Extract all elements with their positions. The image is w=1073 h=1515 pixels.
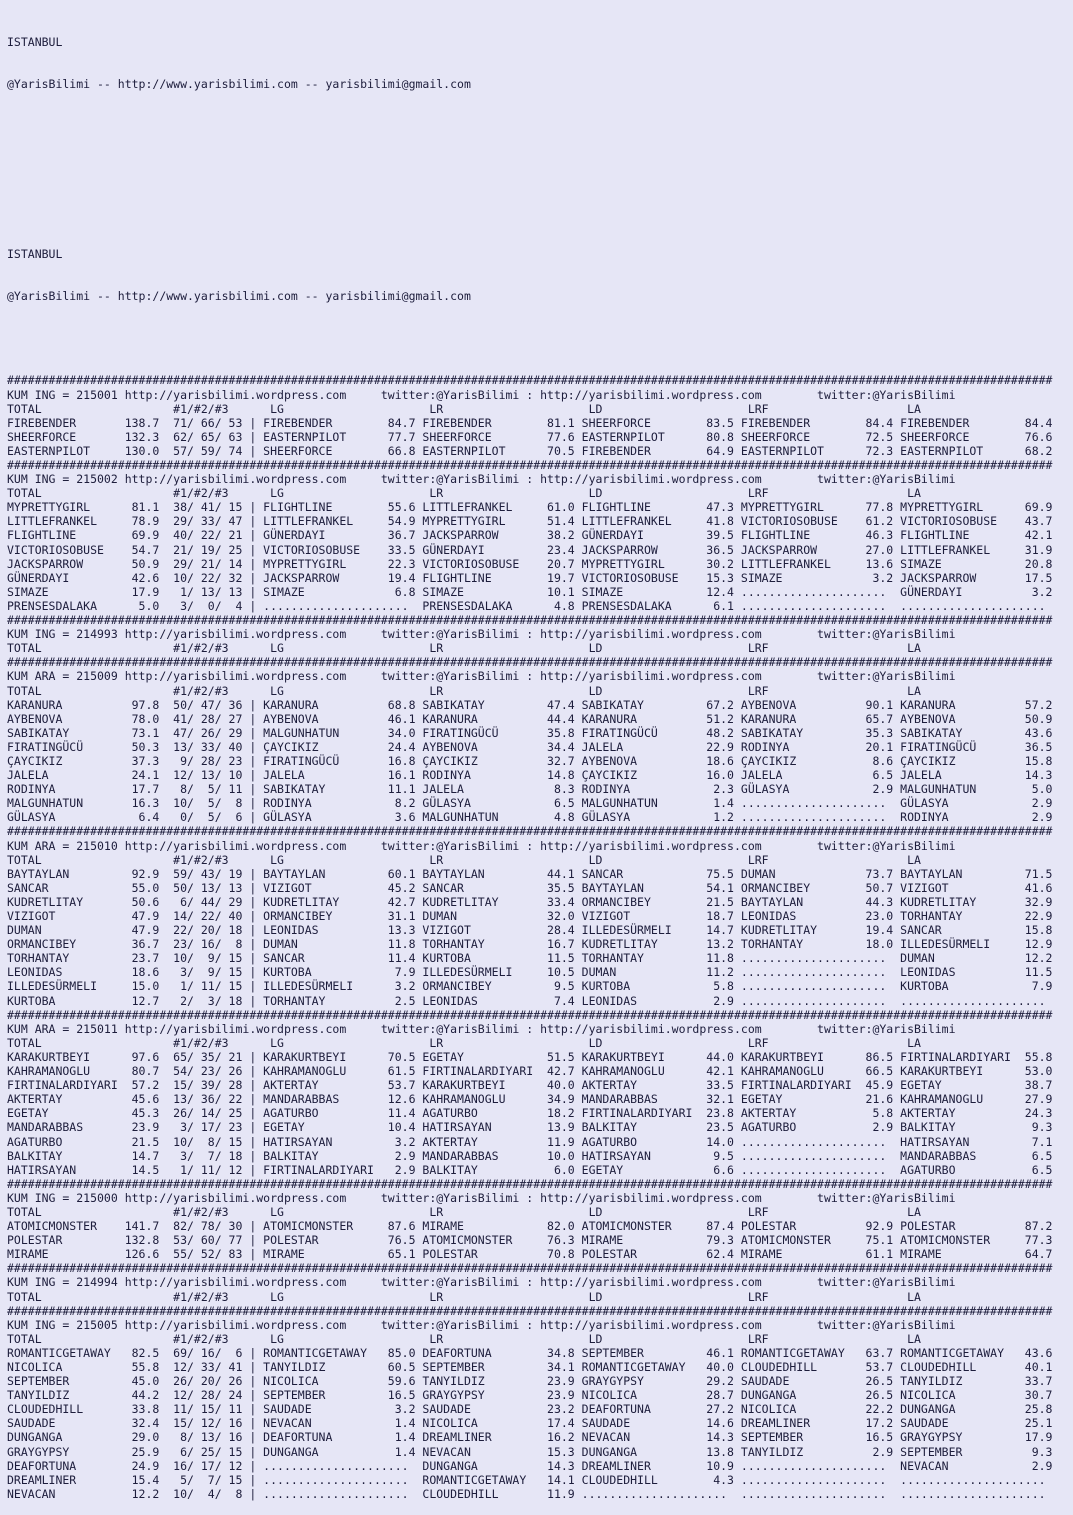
horse-row: KARAKURTBEYI 97.6 65/ 35/ 21 | KARAKURTBEYI 70.5 EGETAY 51.5 KARAKURTBEYI 44.0 KARAKURTBEYI 86.5 FIRTINALARDIYARI 55.8 bbox=[7, 1049, 1053, 1064]
horse-row: POLESTAR 132.8 53/ 60/ 77 | POLESTAR 76.5 ATOMICMONSTER 76.3 MIRAME 79.3 ATOMICMONSTER 75.1 ATOMICMONSTER 77.3 bbox=[7, 1233, 1053, 1248]
horse-row: VICTORIOSOBUSE 54.7 21/ 19/ 25 | VICTORIOSOBUSE 33.5 GÜNERDAYI 23.4 JACKSPARROW 36.5 JACKSPARROW 27.0 LITTLEFRANKEL 31.9 bbox=[7, 542, 1053, 557]
separator-line: ####################################################################################################################################################### bbox=[7, 1261, 1053, 1276]
horse-row: PRENSESDALAKA 5.0 3/ 0/ 4 | ..................... PRENSESDALAKA 4.8 PRENSESDALAKA 6.1 ..................... ..................... bbox=[7, 598, 1053, 613]
horse-row: DREAMLINER 15.4 5/ 7/ 15 | ..................... ROMANTICGETAWAY 14.1 CLOUDEDHILL 4.3 ..................... ..................... bbox=[7, 1472, 1053, 1487]
horse-row: SHEERFORCE 132.3 62/ 65/ 63 | EASTERNPILOT 77.7 SHEERFORCE 77.6 EASTERNPILOT 80.8 SHEERFORCE 72.5 SHEERFORCE 76.6 bbox=[7, 429, 1053, 444]
separator-line: ####################################################################################################################################################### bbox=[7, 458, 1053, 472]
section-title-line: KUM ARA = 215011 http://yarisbilimi.wordpress.com twitter:@YarisBilimi : http://yarisbilimi.wordpress.com twitter:@YarisBilimi bbox=[7, 1021, 956, 1036]
horse-row: DUMAN 47.9 22/ 20/ 18 | LEONIDAS 13.3 VIZIGOT 28.4 ILLEDESÜRMELI 14.7 KUDRETLITAY 19.4 SANCAR 15.8 bbox=[7, 923, 1053, 938]
section-title-line: KUM ARA = 215010 http://yarisbilimi.wordpress.com twitter:@YarisBilimi : http://yarisbilimi.wordpress.com twitter:@YarisBilimi bbox=[7, 838, 956, 853]
horse-row: NEVACAN 12.2 10/ 4/ 8 | ..................... CLOUDEDHILL 11.9 ..................... ..................... ..................... bbox=[7, 1486, 1053, 1501]
horse-row: ILLEDESÜRMELI 15.0 1/ 11/ 15 | ILLEDESÜRMELI 3.2 ORMANCIBEY 9.5 KURTOBA 5.8 ..................... KURTOBA 7.9 bbox=[7, 979, 1053, 994]
horse-row: TANYILDIZ 44.2 12/ 28/ 24 | SEPTEMBER 16.5 GRAYGYPSY 23.9 NICOLICA 28.7 DUNGANGA 26.5 NICOLICA 30.7 bbox=[7, 1388, 1053, 1403]
masthead-contact: @YarisBilimi -- http://www.yarisbilimi.com -- yarisbilimi@gmail.com bbox=[7, 77, 471, 92]
horse-row: FIRTINALARDIYARI 57.2 15/ 39/ 28 | AKTERTAY 53.7 KARAKURTBEYI 40.0 AKTERTAY 33.5 FIRTINALARDIYARI 45.9 EGETAY 38.7 bbox=[7, 1078, 1053, 1093]
separator-line: ####################################################################################################################################################### bbox=[7, 1303, 1053, 1318]
horse-row: KARANURA 97.8 50/ 47/ 36 | KARANURA 68.8 SABIKATAY 47.4 SABIKATAY 67.2 AYBENOVA 90.1 KARANURA 57.2 bbox=[7, 697, 1053, 712]
horse-row: EASTERNPILOT 130.0 57/ 59/ 74 | SHEERFORCE 66.8 EASTERNPILOT 70.5 FIREBENDER 64.9 EASTERNPILOT 72.3 EASTERNPILOT 68.2 bbox=[7, 443, 1053, 458]
separator-line: ####################################################################################################################################################### bbox=[7, 373, 1053, 388]
section-title-line: KUM ING = 215000 http://yarisbilimi.wordpress.com twitter:@YarisBilimi : http://yarisbilimi.wordpress.com twitter:@YarisBilimi bbox=[7, 1190, 956, 1205]
separator-line: ####################################################################################################################################################### bbox=[7, 655, 1053, 670]
horse-row: MANDARABBAS 23.9 3/ 17/ 23 | EGETAY 10.4 HATIRSAYAN 13.9 BALKITAY 23.5 AGATURBO 2.9 BALKITAY 9.3 bbox=[7, 1120, 1053, 1135]
separator-line: ####################################################################################################################################################### bbox=[7, 824, 1053, 839]
horse-row: MYPRETTYGIRL 81.1 38/ 41/ 15 | FLIGHTLINE 55.6 LITTLEFRANKEL 61.0 FLIGHTLINE 47.3 MYPRETTYGIRL 77.8 MYPRETTYGIRL 69.9 bbox=[7, 500, 1053, 515]
horse-row: AYBENOVA 78.0 41/ 28/ 27 | AYBENOVA 46.1 KARANURA 44.4 KARANURA 51.2 KARANURA 65.7 AYBENOVA 50.9 bbox=[7, 711, 1053, 726]
horse-row: EGETAY 45.3 26/ 14/ 25 | AGATURBO 11.4 AGATURBO 18.2 FIRTINALARDIYARI 23.8 AKTERTAY 5.8 AKTERTAY 24.3 bbox=[7, 1106, 1053, 1121]
horse-row: ÇAYCIKIZ 37.3 9/ 28/ 23 | FIRATINGÜCÜ 16.8 ÇAYCIKIZ 32.7 AYBENOVA 18.6 ÇAYCIKIZ 8.6 ÇAYCIKIZ 15.8 bbox=[7, 753, 1053, 768]
horse-row: GÜLASYA 6.4 0/ 5/ 6 | GÜLASYA 3.6 MALGUNHATUN 4.8 GÜLASYA 1.2 ..................... RODINYA 2.9 bbox=[7, 810, 1053, 825]
section-title-line: KUM ING = 215002 http://yarisbilimi.wordpress.com twitter:@YarisBilimi : http://yarisbilimi.wordpress.com twitter:@YarisBilimi bbox=[7, 472, 956, 487]
section-title-line: KUM ING = 215001 http://yarisbilimi.wordpress.com twitter:@YarisBilimi : http://yarisbilimi.wordpress.com twitter:@YarisBilimi bbox=[7, 387, 956, 402]
column-header-line: TOTAL #1/#2/#3 LG LR LD LRF LA bbox=[7, 1204, 921, 1219]
column-header-line: TOTAL #1/#2/#3 LG LR LD LRF LA bbox=[7, 1331, 921, 1346]
horse-row: FIREBENDER 138.7 71/ 66/ 53 | FIREBENDER 84.7 FIREBENDER 81.1 SHEERFORCE 83.5 FIREBENDER 84.4 FIREBENDER 84.4 bbox=[7, 415, 1053, 430]
horse-row: TORHANTAY 23.7 10/ 9/ 15 | SANCAR 11.4 KURTOBA 11.5 TORHANTAY 11.8 ..................... DUMAN 12.2 bbox=[7, 951, 1053, 966]
column-header-line: TOTAL #1/#2/#3 LG LR LD LRF LA bbox=[7, 1289, 921, 1304]
horse-row: SAUDADE 32.4 15/ 12/ 16 | NEVACAN 1.4 NICOLICA 17.4 SAUDADE 14.6 DREAMLINER 17.2 SAUDADE 25.1 bbox=[7, 1416, 1053, 1431]
horse-row: FLIGHTLINE 69.9 40/ 22/ 21 | GÜNERDAYI 36.7 JACKSPARROW 38.2 GÜNERDAYI 39.5 FLIGHTLINE 46.3 FLIGHTLINE 42.1 bbox=[7, 528, 1053, 543]
horse-row: ATOMICMONSTER 141.7 82/ 78/ 30 | ATOMICMONSTER 87.6 MIRAME 82.0 ATOMICMONSTER 87.4 POLESTAR 92.9 POLESTAR 87.2 bbox=[7, 1219, 1053, 1234]
column-header-line: TOTAL #1/#2/#3 LG LR LD LRF LA bbox=[7, 641, 921, 656]
separator-line: ####################################################################################################################################################### bbox=[7, 1007, 1053, 1022]
horse-row: HATIRSAYAN 14.5 1/ 11/ 12 | FIRTINALARDIYARI 2.9 BALKITAY 6.0 EGETAY 6.6 ..................... AGATURBO 6.5 bbox=[7, 1162, 1053, 1177]
horse-row: JALELA 24.1 12/ 13/ 10 | JALELA 16.1 RODINYA 14.8 ÇAYCIKIZ 16.0 JALELA 6.5 JALELA 14.3 bbox=[7, 768, 1053, 783]
section-title-line: KUM ING = 214993 http://yarisbilimi.wordpress.com twitter:@YarisBilimi : http://yarisbilimi.wordpress.com twitter:@YarisBilimi bbox=[7, 627, 956, 642]
horse-row: ORMANCIBEY 36.7 23/ 16/ 8 | DUMAN 11.8 TORHANTAY 16.7 KUDRETLITAY 13.2 TORHANTAY 18.0 ILLEDESÜRMELI 12.9 bbox=[7, 937, 1053, 952]
horse-row: SIMAZE 17.9 1/ 13/ 13 | SIMAZE 6.8 SIMAZE 10.1 SIMAZE 12.4 ..................... GÜNERDAYI 3.2 bbox=[7, 584, 1053, 599]
column-header-line: TOTAL #1/#2/#3 LG LR LD LRF LA bbox=[7, 1035, 921, 1050]
horse-row: BAYTAYLAN 92.9 59/ 43/ 19 | BAYTAYLAN 60.1 BAYTAYLAN 44.1 SANCAR 75.5 DUMAN 73.7 BAYTAYLAN 71.5 bbox=[7, 866, 1053, 881]
separator-line: ####################################################################################################################################################### bbox=[7, 613, 1053, 628]
horse-row: SABIKATAY 73.1 47/ 26/ 29 | MALGUNHATUN 34.0 FIRATINGÜCÜ 35.8 FIRATINGÜCÜ 48.2 SABIKATAY 35.3 SABIKATAY 43.6 bbox=[7, 725, 1053, 740]
column-header-line: TOTAL #1/#2/#3 LG LR LD LRF LA bbox=[7, 683, 921, 698]
horse-row: FIRATINGÜCÜ 50.3 13/ 33/ 40 | ÇAYCIKIZ 24.4 AYBENOVA 34.4 JALELA 22.9 RODINYA 20.1 FIRATINGÜCÜ 36.5 bbox=[7, 739, 1053, 754]
blank-line bbox=[7, 331, 1073, 345]
horse-row: DUNGANGA 29.0 8/ 13/ 16 | DEAFORTUNA 1.4 DREAMLINER 16.2 NEVACAN 14.3 SEPTEMBER 16.5 GRAYGYPSY 17.9 bbox=[7, 1430, 1053, 1445]
masthead-city: ISTANBUL bbox=[7, 35, 63, 50]
horse-row: MIRAME 126.6 55/ 52/ 83 | MIRAME 65.1 POLESTAR 70.8 POLESTAR 62.4 MIRAME 61.1 MIRAME 64.7 bbox=[7, 1247, 1053, 1262]
horse-row: CLOUDEDHILL 33.8 11/ 15/ 11 | SAUDADE 3.2 SAUDADE 23.2 DEAFORTUNA 27.2 NICOLICA 22.2 DUNGANGA 25.8 bbox=[7, 1402, 1053, 1417]
column-header-line: TOTAL #1/#2/#3 LG LR LD LRF LA bbox=[7, 401, 921, 416]
horse-row: GRAYGYPSY 25.9 6/ 25/ 15 | DUNGANGA 1.4 NEVACAN 15.3 DUNGANGA 13.8 TANYILDIZ 2.9 SEPTEMBER 9.3 bbox=[7, 1444, 1053, 1459]
horse-row: KAHRAMANOGLU 80.7 54/ 23/ 26 | KAHRAMANOGLU 61.5 FIRTINALARDIYARI 42.7 KAHRAMANOGLU 42.1 KAHRAMANOGLU 66.5 KARAKURTBEYI 53.0 bbox=[7, 1064, 1053, 1079]
section-title-line: KUM ARA = 215009 http://yarisbilimi.wordpress.com twitter:@YarisBilimi : http://yarisbilimi.wordpress.com twitter:@YarisBilimi bbox=[7, 669, 956, 684]
horse-row: SEPTEMBER 45.0 26/ 20/ 26 | NICOLICA 59.6 TANYILDIZ 23.9 GRAYGYPSY 29.2 SAUDADE 26.5 TANYILDIZ 33.7 bbox=[7, 1374, 1053, 1389]
horse-row: AKTERTAY 45.6 13/ 36/ 22 | MANDARABBAS 12.6 KAHRAMANOGLU 34.9 MANDARABBAS 32.1 EGETAY 21.6 KAHRAMANOGLU 27.9 bbox=[7, 1092, 1053, 1107]
horse-row: BALKITAY 14.7 3/ 7/ 18 | BALKITAY 2.9 MANDARABBAS 10.0 HATIRSAYAN 9.5 ..................... MANDARABBAS 6.5 bbox=[7, 1148, 1053, 1163]
masthead-city-repeat: ISTANBUL bbox=[7, 246, 63, 261]
horse-row: AGATURBO 21.5 10/ 8/ 15 | HATIRSAYAN 3.2 AKTERTAY 11.9 AGATURBO 14.0 ..................... HATIRSAYAN 7.1 bbox=[7, 1134, 1053, 1149]
horse-row: KURTOBA 12.7 2/ 3/ 18 | TORHANTAY 2.5 LEONIDAS 7.4 LEONIDAS 2.9 ..................... ..................... bbox=[7, 993, 1053, 1008]
horse-row: LITTLEFRANKEL 78.9 29/ 33/ 47 | LITTLEFRANKEL 54.9 MYPRETTYGIRL 51.4 LITTLEFRANKEL 41.8 VICTORIOSOBUSE 61.2 VICTORIOSOBUSE 43.7 bbox=[7, 514, 1053, 529]
blank-line bbox=[7, 204, 1073, 218]
horse-row: RODINYA 17.7 8/ 5/ 11 | SABIKATAY 11.1 JALELA 8.3 RODINYA 2.3 GÜLASYA 2.9 MALGUNHATUN 5.0 bbox=[7, 782, 1053, 797]
column-header-line: TOTAL #1/#2/#3 LG LR LD LRF LA bbox=[7, 852, 921, 867]
horse-row: NICOLICA 55.8 12/ 33/ 41 | TANYILDIZ 60.5 SEPTEMBER 34.1 ROMANTICGETAWAY 40.0 CLOUDEDHILL 53.7 CLOUDEDHILL 40.1 bbox=[7, 1360, 1053, 1374]
horse-row: DEAFORTUNA 24.9 16/ 17/ 12 | ..................... DUNGANGA 14.3 DREAMLINER 10.9 ..................... NEVACAN 2.9 bbox=[7, 1458, 1053, 1473]
sections-container bbox=[7, 373, 1073, 1501]
horse-row: MALGUNHATUN 16.3 10/ 5/ 8 | RODINYA 8.2 GÜLASYA 6.5 MALGUNHATUN 1.4 ..................... GÜLASYA 2.9 bbox=[7, 796, 1053, 811]
horse-row: SANCAR 55.0 50/ 13/ 13 | VIZIGOT 45.2 SANCAR 35.5 BAYTAYLAN 54.1 ORMANCIBEY 50.7 VIZIGOT 41.6 bbox=[7, 880, 1053, 895]
masthead-contact-repeat: @YarisBilimi -- http://www.yarisbilimi.com -- yarisbilimi@gmail.com bbox=[7, 288, 471, 303]
horse-row: JACKSPARROW 50.9 29/ 21/ 14 | MYPRETTYGIRL 22.3 VICTORIOSOBUSE 20.7 MYPRETTYGIRL 30.2 LITTLEFRANKEL 13.6 SIMAZE 20.8 bbox=[7, 556, 1053, 571]
blank-line bbox=[7, 162, 1073, 176]
horse-row: GÜNERDAYI 42.6 10/ 22/ 32 | JACKSPARROW 19.4 FLIGHTLINE 19.7 VICTORIOSOBUSE 15.3 SIMAZE 3.2 JACKSPARROW 17.5 bbox=[7, 570, 1053, 585]
horse-row: LEONIDAS 18.6 3/ 9/ 15 | KURTOBA 7.9 ILLEDESÜRMELI 10.5 DUMAN 11.2 ..................... LEONIDAS 11.5 bbox=[7, 965, 1053, 980]
horse-row: VIZIGOT 47.9 14/ 22/ 40 | ORMANCIBEY 31.1 DUMAN 32.0 VIZIGOT 18.7 LEONIDAS 23.0 TORHANTAY 22.9 bbox=[7, 909, 1053, 923]
blank-line bbox=[7, 120, 1073, 134]
horse-row: ROMANTICGETAWAY 82.5 69/ 16/ 6 | ROMANTICGETAWAY 85.0 DEAFORTUNA 34.8 SEPTEMBER 46.1 ROMANTICGETAWAY 63.7 ROMANTICGETAWAY 43.6 bbox=[7, 1345, 1053, 1360]
section-title-line: KUM ING = 215005 http://yarisbilimi.wordpress.com twitter:@YarisBilimi : http://yarisbilimi.wordpress.com twitter:@YarisBilimi bbox=[7, 1317, 956, 1332]
section-title-line: KUM ING = 214994 http://yarisbilimi.wordpress.com twitter:@YarisBilimi : http://yarisbilimi.wordpress.com twitter:@YarisBilimi bbox=[7, 1275, 956, 1290]
horse-row: KUDRETLITAY 50.6 6/ 44/ 29 | KUDRETLITAY 42.7 KUDRETLITAY 33.4 ORMANCIBEY 21.5 BAYTAYLAN 44.3 KUDRETLITAY 32.9 bbox=[7, 894, 1053, 909]
column-header-line: TOTAL #1/#2/#3 LG LR LD LRF LA bbox=[7, 486, 921, 501]
separator-line: ####################################################################################################################################################### bbox=[7, 1176, 1053, 1191]
